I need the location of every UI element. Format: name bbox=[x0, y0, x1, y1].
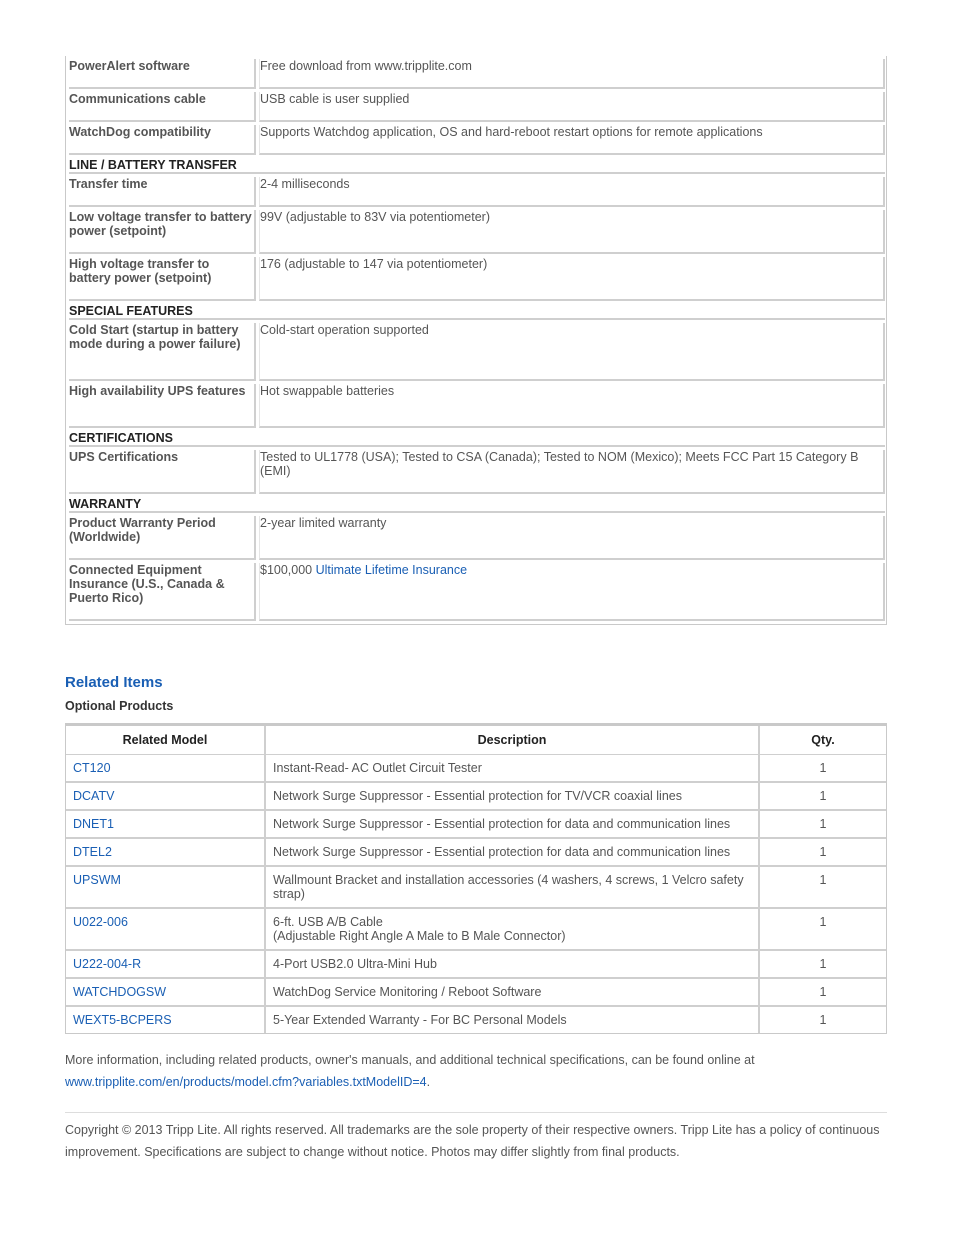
column-header-qty: Qty. bbox=[759, 726, 886, 755]
related-description-text-line2: (Adjustable Right Angle A Male to B Male Connector) bbox=[273, 929, 566, 943]
related-product-row bbox=[66, 838, 886, 866]
model-page-link[interactable]: www.tripplite.com/en/products/model.cfm?variables.txtModelID=4 bbox=[65, 1075, 427, 1089]
related-description-cell bbox=[265, 838, 759, 866]
related-description-text: 4-Port USB2.0 Ultra-Mini Hub bbox=[273, 957, 437, 971]
related-model-link[interactable]: U022-006 bbox=[73, 915, 128, 929]
spec-label: Transfer time bbox=[69, 177, 256, 207]
related-model-link[interactable]: UPSWM bbox=[73, 873, 121, 887]
spec-label: Low voltage transfer to battery power (setpoint) bbox=[69, 210, 256, 254]
related-model-link[interactable]: WATCHDOGSW bbox=[73, 985, 167, 999]
spec-label: Communications cable bbox=[69, 92, 256, 122]
related-description-cell bbox=[265, 1006, 759, 1033]
spec-label: High availability UPS features bbox=[69, 384, 256, 428]
related-description-text: Network Surge Suppressor - Essential protection for TV/VCR coaxial lines bbox=[273, 789, 682, 803]
spec-section-row bbox=[69, 431, 885, 447]
related-qty-cell: 1 bbox=[759, 950, 886, 978]
related-description-text: Instant-Read- AC Outlet Circuit Tester bbox=[273, 761, 482, 775]
spec-row bbox=[69, 323, 885, 381]
related-qty-cell: 1 bbox=[759, 866, 886, 908]
related-description-text: Network Surge Suppressor - Essential protection for data and communication lines bbox=[273, 845, 731, 859]
column-header-model: Related Model bbox=[66, 726, 265, 755]
spec-value-text: Supports Watchdog application, OS and hard-reboot restart options for remote applications bbox=[260, 125, 763, 139]
related-items-heading: Related Items bbox=[65, 674, 163, 691]
spec-label: WatchDog compatibility bbox=[69, 125, 256, 155]
spec-value bbox=[259, 210, 885, 254]
spec-section-heading: CERTIFICATIONS bbox=[69, 431, 885, 447]
spec-value-text: 2-4 milliseconds bbox=[260, 177, 350, 191]
insurance-link[interactable]: Ultimate Lifetime Insurance bbox=[315, 563, 468, 577]
related-description-text: 5-Year Extended Warranty - For BC Personal Models bbox=[273, 1013, 567, 1027]
spec-value bbox=[259, 92, 885, 122]
related-description-text: WatchDog Service Monitoring / Reboot Software bbox=[273, 985, 542, 999]
spec-row bbox=[69, 257, 885, 301]
spec-value-text: 2-year limited warranty bbox=[260, 516, 387, 530]
related-description-text: 6-ft. USB A/B Cable bbox=[273, 915, 383, 929]
spec-label: Cold Start (startup in battery mode during a power failure) bbox=[69, 323, 256, 381]
related-description-cell bbox=[265, 755, 759, 783]
related-model-cell bbox=[66, 950, 265, 978]
spec-row bbox=[69, 516, 885, 560]
more-info-paragraph bbox=[65, 1049, 887, 1093]
spec-value bbox=[259, 384, 885, 428]
spec-value-text: Tested to UL1778 (USA); Tested to CSA (Canada); Tested to NOM (Mexico); Meets FCC Part 15 Category B (EMI) bbox=[260, 450, 859, 478]
spec-section-row bbox=[69, 304, 885, 320]
spec-value-text: Hot swappable batteries bbox=[260, 384, 395, 398]
spec-value bbox=[259, 177, 885, 207]
related-qty-cell: 1 bbox=[759, 755, 886, 783]
spec-value bbox=[259, 563, 885, 621]
spec-value-text: USB cable is user supplied bbox=[260, 92, 410, 106]
specifications-table bbox=[69, 56, 885, 624]
related-model-link[interactable]: WEXT5-BCPERS bbox=[73, 1013, 172, 1027]
related-model-link[interactable]: DCATV bbox=[73, 789, 115, 803]
related-description-text: Network Surge Suppressor - Essential protection for data and communication lines bbox=[273, 817, 731, 831]
spec-section-heading: WARRANTY bbox=[69, 497, 885, 513]
related-qty-cell: 1 bbox=[759, 810, 886, 838]
footer-divider bbox=[65, 1112, 887, 1113]
related-model-link[interactable]: DNET1 bbox=[73, 817, 114, 831]
spec-label: Product Warranty Period (Worldwide) bbox=[69, 516, 256, 560]
related-model-cell bbox=[66, 908, 265, 950]
spec-value bbox=[259, 516, 885, 560]
related-model-link[interactable]: CT120 bbox=[73, 761, 111, 775]
spec-value-text: Free download from www.tripplite.com bbox=[260, 59, 472, 73]
related-description-text: Wallmount Bracket and installation accessories (4 washers, 4 screws, 1 Velcro safety strap) bbox=[273, 873, 744, 901]
spec-value bbox=[259, 450, 885, 494]
related-qty-cell: 1 bbox=[759, 908, 886, 950]
more-info-text: More information, including related products, owner's manuals, and additional technical specifications, can be found online at bbox=[65, 1053, 755, 1067]
related-product-row bbox=[66, 810, 886, 838]
spec-value-text: 99V (adjustable to 83V via potentiometer) bbox=[260, 210, 490, 224]
related-product-row bbox=[66, 978, 886, 1006]
column-header-description: Description bbox=[265, 726, 759, 755]
related-product-row bbox=[66, 908, 886, 950]
spec-value-text: $100,000 bbox=[260, 563, 316, 577]
spec-value bbox=[259, 59, 885, 89]
related-description-cell bbox=[265, 908, 759, 950]
related-product-row bbox=[66, 866, 886, 908]
spec-value-text: Cold-start operation supported bbox=[260, 323, 429, 337]
related-product-row bbox=[66, 755, 886, 783]
more-info-suffix: . bbox=[426, 1075, 431, 1089]
related-model-cell bbox=[66, 1006, 265, 1033]
copyright-notice: Copyright © 2013 Tripp Lite. All rights reserved. All trademarks are the sole property of their respective owners. Tripp Lite has a policy of continuous improvement. Specifications are subject to change without notice. Photos may differ slightly from final products. bbox=[65, 1123, 880, 1159]
spec-row bbox=[69, 92, 885, 122]
spec-label: UPS Certifications bbox=[69, 450, 256, 494]
spec-section-heading: LINE / BATTERY TRANSFER bbox=[69, 158, 885, 174]
related-model-cell bbox=[66, 978, 265, 1006]
related-model-cell bbox=[66, 782, 265, 810]
related-qty-cell: 1 bbox=[819, 1013, 827, 1027]
related-product-row bbox=[66, 1006, 886, 1033]
related-model-cell bbox=[66, 755, 265, 783]
related-products-table bbox=[66, 726, 886, 1033]
related-product-row bbox=[66, 950, 886, 978]
spec-section-heading: SPECIAL FEATURES bbox=[69, 304, 885, 320]
related-model-cell bbox=[66, 838, 265, 866]
optional-products-subheading: Optional Products bbox=[65, 699, 174, 713]
spec-value bbox=[259, 323, 885, 381]
spec-row bbox=[69, 59, 885, 89]
related-qty-cell: 1 bbox=[759, 978, 886, 1006]
table-header-row bbox=[66, 726, 886, 755]
related-qty-cell: 1 bbox=[759, 838, 886, 866]
related-products-table-container bbox=[65, 723, 887, 1034]
spec-row bbox=[69, 177, 885, 207]
related-description-cell bbox=[265, 866, 759, 908]
specifications-table-container bbox=[65, 56, 887, 625]
spec-label: Connected Equipment Insurance (U.S., Canada & Puerto Rico) bbox=[69, 563, 256, 621]
spec-label: High voltage transfer to battery power (setpoint) bbox=[69, 257, 256, 301]
related-model-cell bbox=[66, 866, 265, 908]
related-description-cell bbox=[265, 782, 759, 810]
spec-value bbox=[259, 257, 885, 301]
spec-row bbox=[69, 384, 885, 428]
related-description-cell bbox=[265, 810, 759, 838]
related-model-cell bbox=[66, 810, 265, 838]
spec-label: PowerAlert software bbox=[69, 59, 256, 89]
spec-section-row bbox=[69, 158, 885, 174]
spec-row bbox=[69, 450, 885, 494]
spec-value-text: 176 (adjustable to 147 via potentiometer) bbox=[260, 257, 488, 271]
related-model-link[interactable]: DTEL2 bbox=[73, 845, 112, 859]
spec-value bbox=[259, 125, 885, 155]
related-qty-cell: 1 bbox=[759, 782, 886, 810]
spec-section-row bbox=[69, 497, 885, 513]
spec-row bbox=[69, 125, 885, 155]
related-description-cell bbox=[265, 978, 759, 1006]
spec-row bbox=[69, 210, 885, 254]
related-model-link[interactable]: U222-004-R bbox=[73, 957, 142, 971]
related-description-cell bbox=[265, 950, 759, 978]
spec-row bbox=[69, 563, 885, 621]
related-product-row bbox=[66, 782, 886, 810]
